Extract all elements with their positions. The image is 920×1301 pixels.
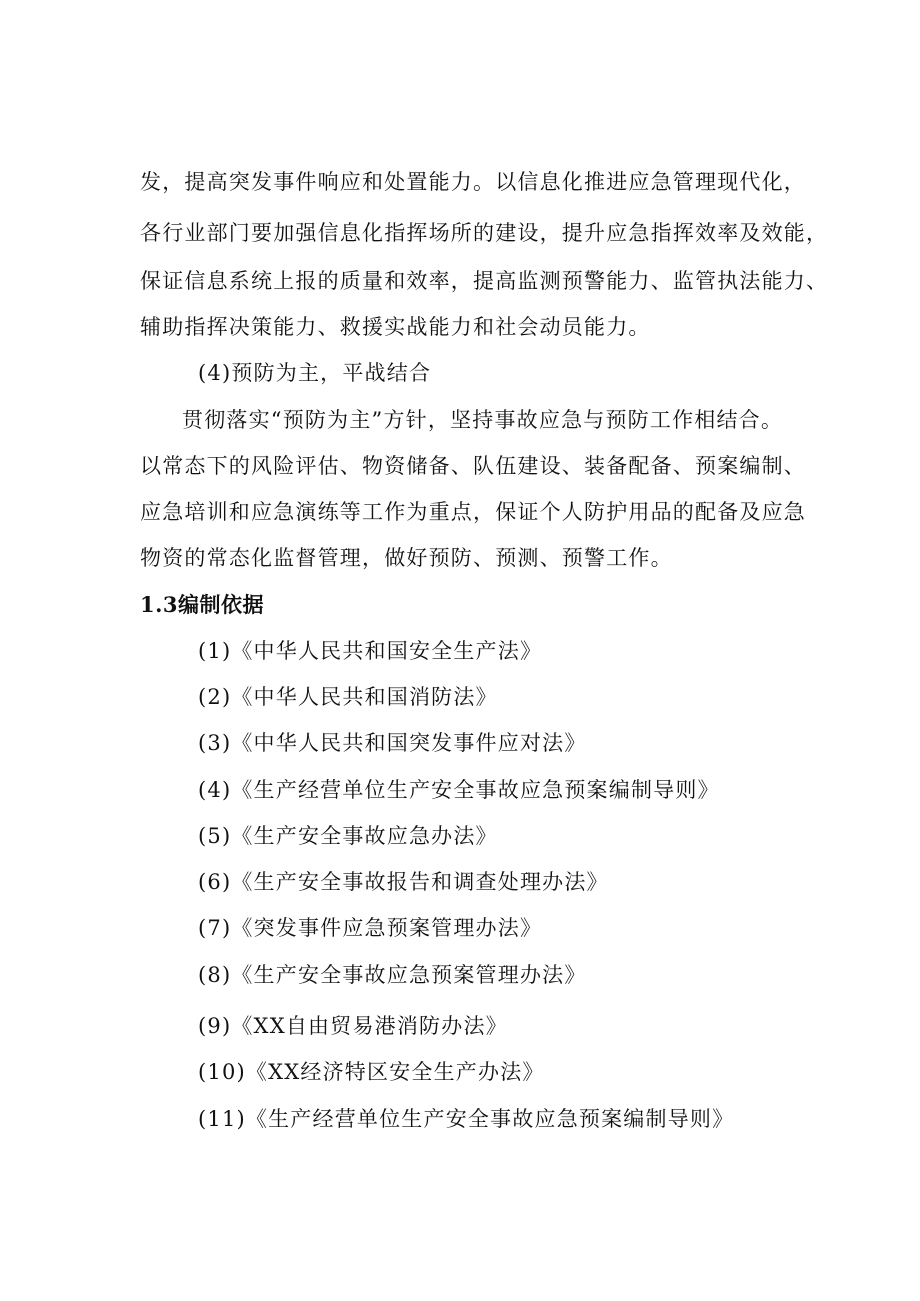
basis-list-item: (9)《XX自由贸易港消防办法》 bbox=[198, 1014, 508, 1038]
paragraph-2-line-2: 以常态下的风险评估、物资储备、队伍建设、装备配备、预案编制、 bbox=[140, 454, 806, 478]
paragraph-1-line-2: 各行业部门要加强信息化指挥场所的建设，提升应急指挥效率及效能， bbox=[140, 221, 829, 245]
paragraph-2-line-3: 应急培训和应急演练等工作为重点，保证个人防护用品的配备及应急 bbox=[140, 500, 806, 524]
basis-list-item: (11)《生产经营单位生产安全事故应急预案编制导则》 bbox=[198, 1107, 735, 1131]
basis-list-item: (8)《生产安全事故应急预案管理办法》 bbox=[198, 963, 587, 987]
section-heading-basis: 1.3编制依据 bbox=[140, 592, 265, 617]
basis-list-item: (3)《中华人民共和国突发事件应对法》 bbox=[198, 731, 587, 755]
basis-list-item: (6)《生产安全事故报告和调查处理办法》 bbox=[198, 870, 609, 894]
paragraph-1-line-3: 保证信息系统上报的质量和效率，提高监测预警能力、监管执法能力、 bbox=[140, 269, 829, 293]
basis-list-item: (2)《中华人民共和国消防法》 bbox=[198, 685, 498, 709]
paragraph-1-line-4: 辅助指挥决策能力、救援实战能力和社会动员能力。 bbox=[140, 315, 651, 339]
subheading-prevention: (4)预防为主，平战结合 bbox=[198, 361, 432, 385]
basis-list-item: (4)《生产经营单位生产安全事故应急预案编制导则》 bbox=[198, 778, 720, 802]
paragraph-2-line-4: 物资的常态化监督管理，做好预防、预测、预警工作。 bbox=[140, 546, 673, 570]
paragraph-1-line-1: 发，提高突发事件响应和处置能力。以信息化推进应急管理现代化， bbox=[140, 170, 806, 194]
basis-list-item: (10)《XX经济特区安全生产办法》 bbox=[198, 1060, 545, 1084]
basis-list-item: (1)《中华人民共和国安全生产法》 bbox=[198, 639, 543, 663]
basis-list-item: (7)《突发事件应急预案管理办法》 bbox=[198, 916, 543, 940]
basis-list-item: (5)《生产安全事故应急办法》 bbox=[198, 824, 498, 848]
paragraph-2-line-1: 贯彻落实“预防为主”方针，坚持事故应急与预防工作相结合。 bbox=[182, 408, 784, 432]
